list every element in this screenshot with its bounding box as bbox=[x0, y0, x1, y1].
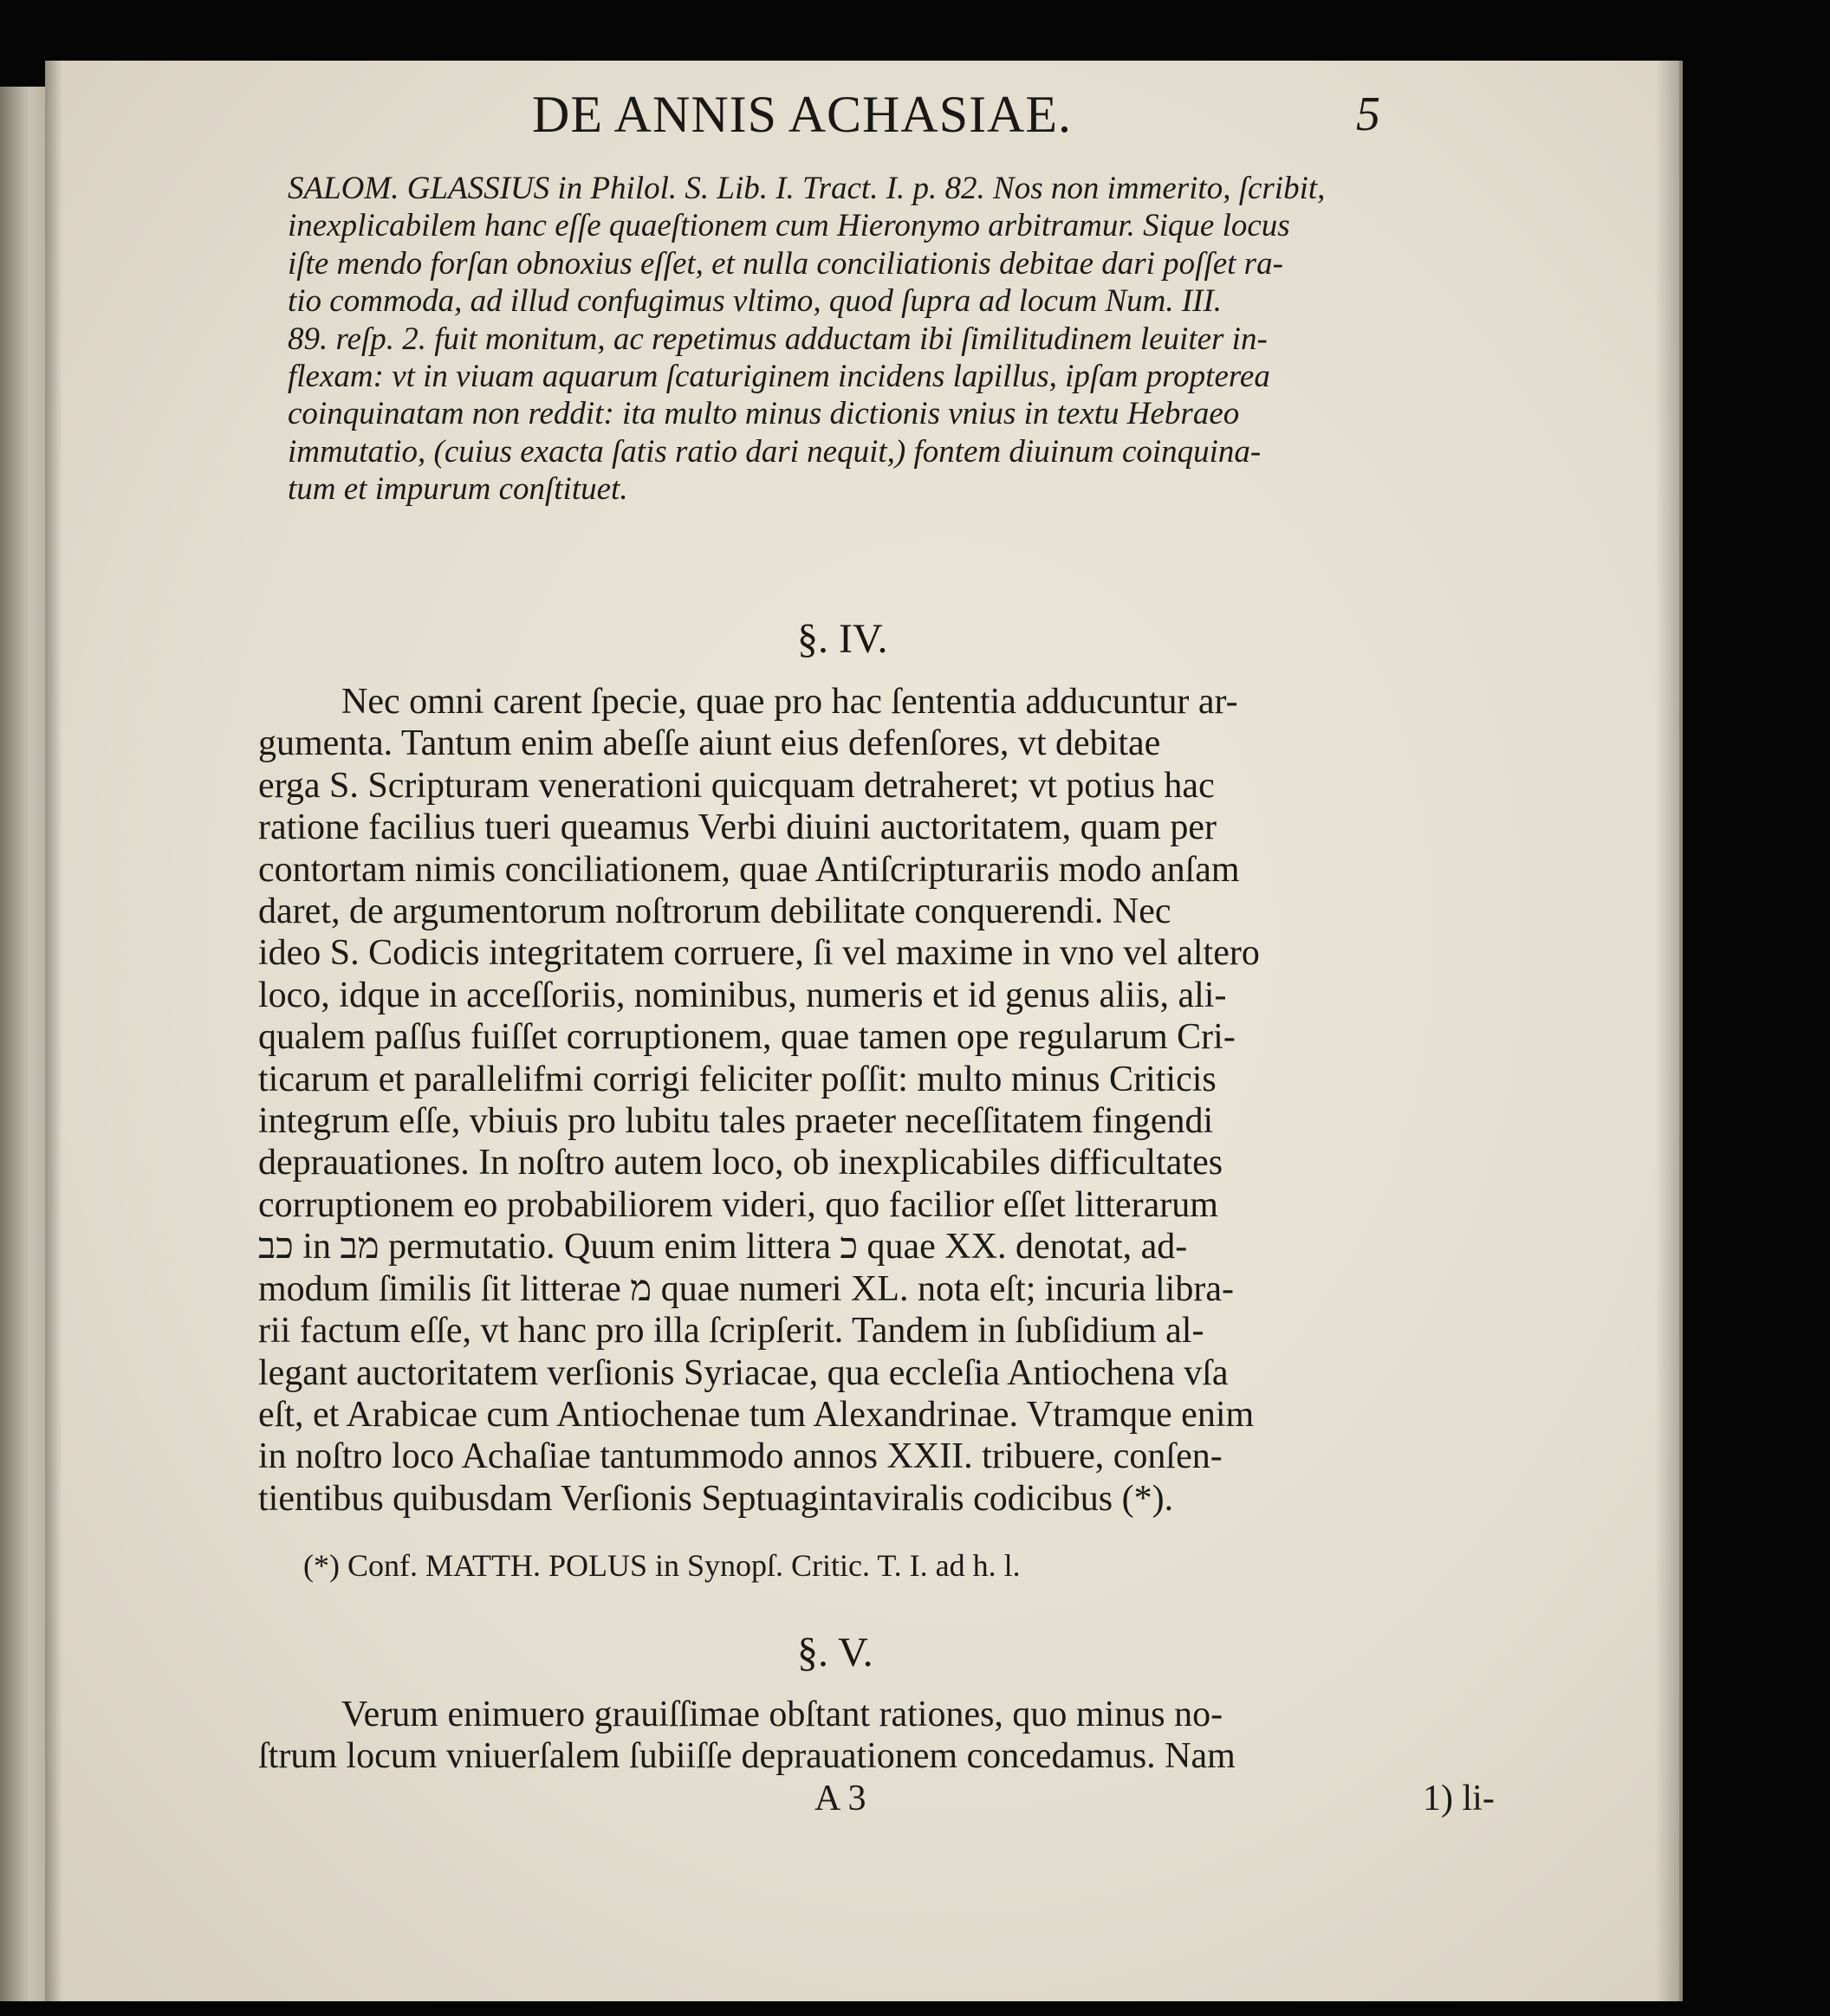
paragraph-line: qualem paſſus fuiſſet corruptionem, quae tamen ope regularum Cri- bbox=[258, 1017, 1236, 1058]
section-heading-v: §. V. bbox=[797, 1630, 873, 1676]
note-line: tum et impurum conſtituet. bbox=[288, 471, 628, 508]
note-line: iſte mendo forſan obnoxius eſſet, et nulla conciliationis debitae dari poſſet ra- bbox=[288, 245, 1283, 282]
paragraph-line: gumenta. Tantum enim abeſſe aiunt eius defenſores, vt debitae bbox=[258, 723, 1161, 764]
paragraph-line: ſtrum locum vniuerſalem ſubiiſſe deprauationem concedamus. Nam bbox=[258, 1736, 1236, 1777]
note-line: tio commoda, ad illud confugimus vltimo, quod ſupra ad locum Num. III. bbox=[288, 283, 1223, 320]
note-line: flexam: vt in viuam aquarum ſcaturiginem incidens lapillus, ipſam propterea bbox=[288, 359, 1270, 395]
page-number: 5 bbox=[1356, 88, 1380, 141]
paragraph-line: ratione facilius tueri queamus Verbi diuini auctoritatem, quam per bbox=[258, 807, 1217, 848]
paragraph-line: ticarum et parallelifmi corrigi feliciter poſſit: multo minus Criticis bbox=[258, 1059, 1217, 1099]
paragraph-line: corruptionem eo probabiliorem videri, quo facilior eſſet litterarum bbox=[258, 1184, 1218, 1225]
section-heading-iv: §. IV. bbox=[797, 616, 888, 662]
paragraph-line: Verum enimuero grauiſſimae obſtant rationes, quo minus no- bbox=[341, 1695, 1223, 1734]
paragraph-line: eſt, et Arabicae cum Antiochenae tum Alexandrinae. Vtramque enim bbox=[258, 1394, 1255, 1435]
note-line: SALOM. GLASSIUS in Philol. S. Lib. I. Tract. I. p. 82. Nos non immerito, ſcribit, bbox=[288, 171, 1326, 206]
catchword: 1) li- bbox=[1423, 1779, 1495, 1818]
paragraph-line: rii factum eſſe, vt hanc pro illa ſcripſerit. Tandem in ſubſidium al- bbox=[258, 1311, 1204, 1352]
paragraph-line: deprauationes. In noſtro autem loco, ob inexplicabiles difficultates bbox=[258, 1143, 1223, 1183]
paragraph-line: ideo S. Codicis integritatem corruere, ſi vel maxime in vno vel altero bbox=[258, 933, 1260, 974]
italic-note-block bbox=[288, 170, 1483, 509]
note-line: immutatio, (cuius exacta ſatis ratio dari nequit,) fontem diuinum coinquina- bbox=[288, 433, 1262, 470]
paragraph-line: tientibus quibusdam Verſionis Septuagintaviralis codicibus (*). bbox=[258, 1478, 1174, 1519]
page-gutter-shadow bbox=[45, 61, 62, 2001]
paragraph-line: integrum eſſe, vbiuis pro lubitu tales praeter neceſſitatem fingendi bbox=[258, 1101, 1214, 1142]
note-line: 89. reſp. 2. fuit monitum, ac repetimus adductam ibi ſimilitudinem leuiter in- bbox=[288, 321, 1268, 357]
paragraph-line: loco, idque in acceſſoriis, nominibus, numeris et id genus aliis, ali- bbox=[258, 975, 1227, 1015]
paragraph-line: erga S. Scripturam venerationi quicquam detraheret; vt potius hac bbox=[258, 765, 1215, 806]
note-line: inexplicabilem hanc eſſe quaeſtionem cum Hieronymo arbitramur. Sique locus bbox=[288, 208, 1290, 244]
paragraph-line: contortam nimis conciliationem, quae Antiſcripturariis modo anſam bbox=[258, 849, 1240, 890]
paragraph-line: legant auctoritatem verſionis Syriacae, qua eccleſia Antiochena vſa bbox=[258, 1352, 1229, 1393]
footnote: (*) Conf. MATTH. POLUS in Synopſ. Critic. T. I. ad h. l. bbox=[303, 1548, 1021, 1583]
section-iv-text bbox=[258, 681, 1484, 1520]
paragraph-line: daret, de argumentorum noſtrorum debilitate conquerendi. Nec bbox=[258, 891, 1171, 932]
signature-mark: A 3 bbox=[814, 1779, 866, 1818]
section-v-text bbox=[258, 1694, 1484, 1778]
page-edge-shadow bbox=[1655, 61, 1679, 2001]
paragraph-line: Nec omni carent ſpecie, quae pro hac ſententia adducuntur ar- bbox=[341, 682, 1238, 722]
paragraph-line: in noſtro loco Achaſiae tantummodo annos XXII. tribuere, conſen- bbox=[258, 1436, 1223, 1477]
paragraph-line: כב in מב permutatio. Quum enim littera כ quae XX. denotat, ad- bbox=[258, 1227, 1188, 1267]
running-header: DE ANNIS ACHASIAE. bbox=[532, 86, 1073, 143]
paragraph-line: modum ſimilis ſit litterae מ quae numeri XL. nota eſt; incuria libra- bbox=[258, 1268, 1234, 1309]
note-line: coinquinatam non reddit: ita multo minus dictionis vnius in textu Hebraeo bbox=[288, 396, 1240, 432]
